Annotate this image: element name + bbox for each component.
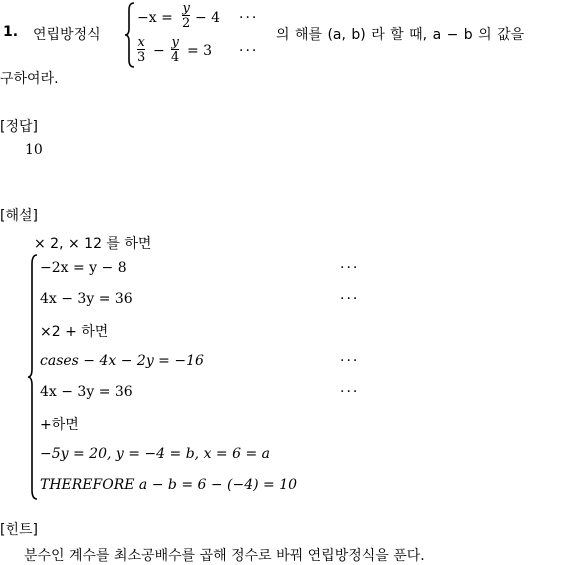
eq1-fraction: $\frac{y}{2}$	[182, 1, 191, 31]
step-8: THEREFORE a − b = 6 − (−4) = 10	[40, 477, 298, 493]
step-5: 4x − 3y = 36	[40, 384, 133, 400]
step-1-mark: ···	[340, 260, 360, 276]
solution-steps	[40, 258, 380, 503]
problem-suffix-line2: 구하여라.	[0, 71, 59, 87]
step-3: ×2 + 하면	[40, 324, 109, 340]
problem-prefix: 연립방정식	[33, 27, 101, 43]
solution-heading: [해설]	[0, 208, 38, 224]
step-2-mark: ···	[340, 291, 360, 307]
eq2-fraction2: $\frac{y}{4}$	[171, 35, 180, 65]
eq2-rhs: = 3	[187, 43, 213, 59]
eq1-rhs: − 4	[195, 10, 221, 26]
step-4-mark: ···	[340, 353, 360, 369]
eq2-minus: −	[153, 43, 165, 59]
eq2-mark: ···	[239, 43, 259, 59]
step-7: −5y = 20, y = −4 = b, x = 6 = a	[40, 446, 270, 462]
step-4: cases − 4x − 2y = −16	[40, 353, 204, 369]
problem-suffix-line1: 의 해를 (a, b) 라 할 때, a − b 의 값을	[276, 27, 525, 43]
step-1: −2x = y − 8	[40, 260, 127, 276]
system-brace	[124, 2, 136, 68]
step-5-mark: ···	[340, 384, 360, 400]
step-2: 4x − 3y = 36	[40, 291, 133, 307]
eq1-mark: ···	[239, 10, 259, 26]
eq2-fraction1: $\frac{x}{3}$	[137, 35, 146, 65]
solution-brace	[27, 254, 39, 500]
hint-text: 분수인 계수를 최소공배수를 곱해 정수로 바꿔 연립방정식을 푼다.	[24, 548, 425, 564]
step-6: +하면	[40, 417, 79, 433]
equation-system	[137, 2, 277, 68]
hint-heading: [힌트]	[0, 522, 38, 538]
answer-value: 10	[25, 142, 43, 158]
solution-intro: × 2, × 12 를 하면	[34, 236, 152, 252]
problem-number: 1.	[3, 24, 19, 40]
system-eq1: −x =	[137, 10, 173, 26]
answer-heading: [정답]	[0, 119, 38, 135]
